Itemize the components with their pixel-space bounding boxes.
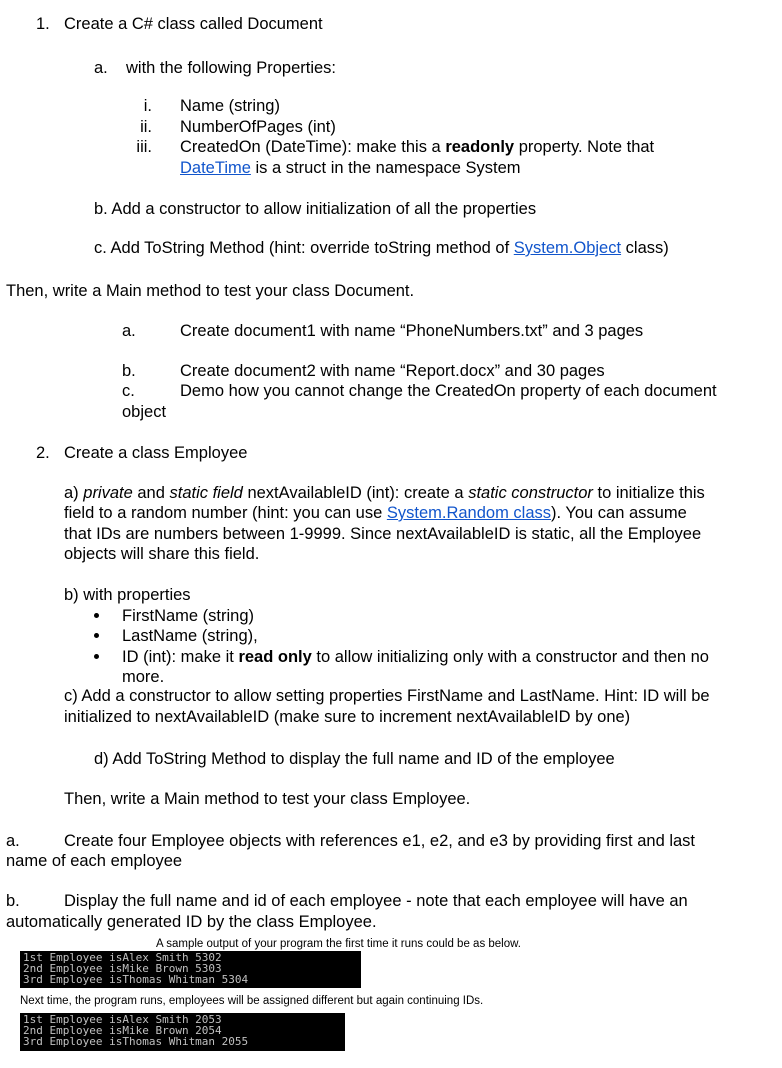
- prop-created-on-line2: [180, 158, 521, 178]
- sub-item-c: [94, 238, 669, 258]
- field-a-line2: [64, 503, 687, 523]
- prop-created-on-pre: CreatedOn (DateTime): make this a: [180, 138, 446, 156]
- prop-number-of-pages: NumberOfPages (int): [180, 118, 336, 136]
- field-a-line4: objects will share this field.: [64, 545, 260, 563]
- roman-label-i: i.: [143, 97, 152, 115]
- field-a-post: to initialize this: [592, 484, 705, 502]
- test-employee-b-line2: automatically generated ID by the class Employee.: [6, 913, 377, 931]
- console-output-1: [20, 951, 361, 988]
- bullet-id-pre: ID (int): make it: [122, 648, 239, 666]
- system-object-link[interactable]: System.Object: [513, 239, 622, 257]
- system-random-link[interactable]: System.Random class: [386, 504, 551, 522]
- static-constructor-keyword: static constructor: [468, 484, 593, 502]
- console-line: 2nd Employee isMike Brown 2054: [23, 1024, 222, 1037]
- console-line: 3rd Employee isThomas Whitman 2055: [23, 1035, 249, 1048]
- console-line: 1st Employee isAlex Smith 5302: [23, 951, 222, 964]
- static-field-keyword: static field: [169, 484, 243, 502]
- bullet-id-post: to allow initializing only with a constructor and then no: [311, 648, 709, 666]
- test-employee-a-line1: Create four Employee objects with references e1, e2, and e3 by providing first and last: [64, 832, 696, 850]
- section2-heading: Create a class Employee: [64, 444, 248, 462]
- sample-caption-1: A sample output of your program the first time it runs could be as below.: [156, 938, 521, 950]
- test-demo-wrap: object: [122, 403, 167, 421]
- console-line: 3rd Employee isThomas Whitman 5304: [23, 973, 249, 986]
- field-a-line2-pre: field to a random number (hint: you can use: [64, 504, 387, 522]
- sub-item-b: b. Add a constructor to allow initialization of all the properties: [94, 200, 537, 218]
- test-demo-createdon: Demo how you cannot change the CreatedOn property of each document: [180, 382, 717, 400]
- test-create-document2: Create document2 with name “Report.docx” and 30 pages: [180, 362, 605, 380]
- test-employee-b-line1: Display the full name and id of each employee - note that each employee will have an: [64, 892, 688, 910]
- roman-label-ii: ii.: [140, 118, 152, 136]
- bullet-firstname: FirstName (string): [122, 607, 255, 625]
- test-label-c: c.: [122, 382, 135, 400]
- item-number-1: 1.: [36, 15, 50, 33]
- console-line: 2nd Employee isMike Brown 5303: [23, 962, 222, 975]
- console-line: 1st Employee isAlex Smith 2053: [23, 1013, 222, 1026]
- roman-label-iii: iii.: [136, 138, 152, 156]
- section1-heading: Create a C# class called Document: [64, 15, 323, 33]
- then-employee: Then, write a Main method to test your class Employee.: [64, 790, 471, 808]
- constructor-c-line1: c) Add a constructor to allow setting properties FirstName and LastName. Hint: ID will be: [64, 687, 710, 705]
- test-employee-a-line2: name of each employee: [6, 852, 183, 870]
- field-a-line3: that IDs are numbers between 1-9999. Since nextAvailableID is static, all the Employee: [64, 525, 702, 543]
- prop-created-on: [180, 137, 654, 157]
- sub-item-a-text: with the following Properties:: [126, 59, 337, 77]
- tostring-d: d) Add ToString Method to display the full name and ID of the employee: [94, 750, 615, 768]
- then-document: Then, write a Main method to test your class Document.: [6, 282, 415, 300]
- readonly-keyword: readonly: [445, 138, 515, 156]
- test-create-document1: Create document1 with name “PhoneNumbers.txt” and 3 pages: [180, 322, 644, 340]
- sample-caption-2: Next time, the program runs, employees will be assigned different but again continuing IDs.: [20, 995, 484, 1007]
- bullet-icon: [94, 633, 99, 638]
- test-label-a: a.: [122, 322, 136, 340]
- bullet-id: [122, 647, 709, 667]
- bullet-lastname: LastName (string),: [122, 627, 258, 645]
- field-a-prefix: a): [64, 484, 84, 502]
- sub-item-c-pre: c. Add ToString Method (hint: override toString method of: [94, 239, 514, 257]
- test-employee-label-a: a.: [6, 832, 20, 850]
- sub-label-a: a.: [94, 59, 108, 77]
- prop-created-on-post: property. Note that: [514, 138, 655, 156]
- read-only-keyword: read only: [238, 648, 312, 666]
- constructor-c-line2: initialized to nextAvailableID (make sure to increment nextAvailableID by one): [64, 708, 631, 726]
- private-keyword: private: [83, 484, 133, 502]
- field-a-line2-post: ). You can assume: [551, 504, 687, 522]
- bullet-id-wrap: more.: [122, 668, 165, 686]
- field-a-line1: [64, 483, 705, 503]
- item-number-2: 2.: [36, 444, 50, 462]
- prop-name: Name (string): [180, 97, 280, 115]
- datetime-note: is a struct in the namespace System: [250, 159, 521, 177]
- sub-item-c-post: class): [621, 239, 669, 257]
- field-a-and: and: [132, 484, 170, 502]
- bullet-icon: [94, 654, 99, 659]
- test-label-b: b.: [122, 362, 136, 380]
- console-output-2: [20, 1013, 345, 1051]
- bullet-icon: [94, 613, 99, 618]
- test-employee-label-b: b.: [6, 892, 20, 910]
- datetime-link[interactable]: DateTime: [180, 159, 251, 177]
- field-a-mid: nextAvailableID (int): create a: [242, 484, 469, 502]
- properties-heading: b) with properties: [64, 586, 191, 604]
